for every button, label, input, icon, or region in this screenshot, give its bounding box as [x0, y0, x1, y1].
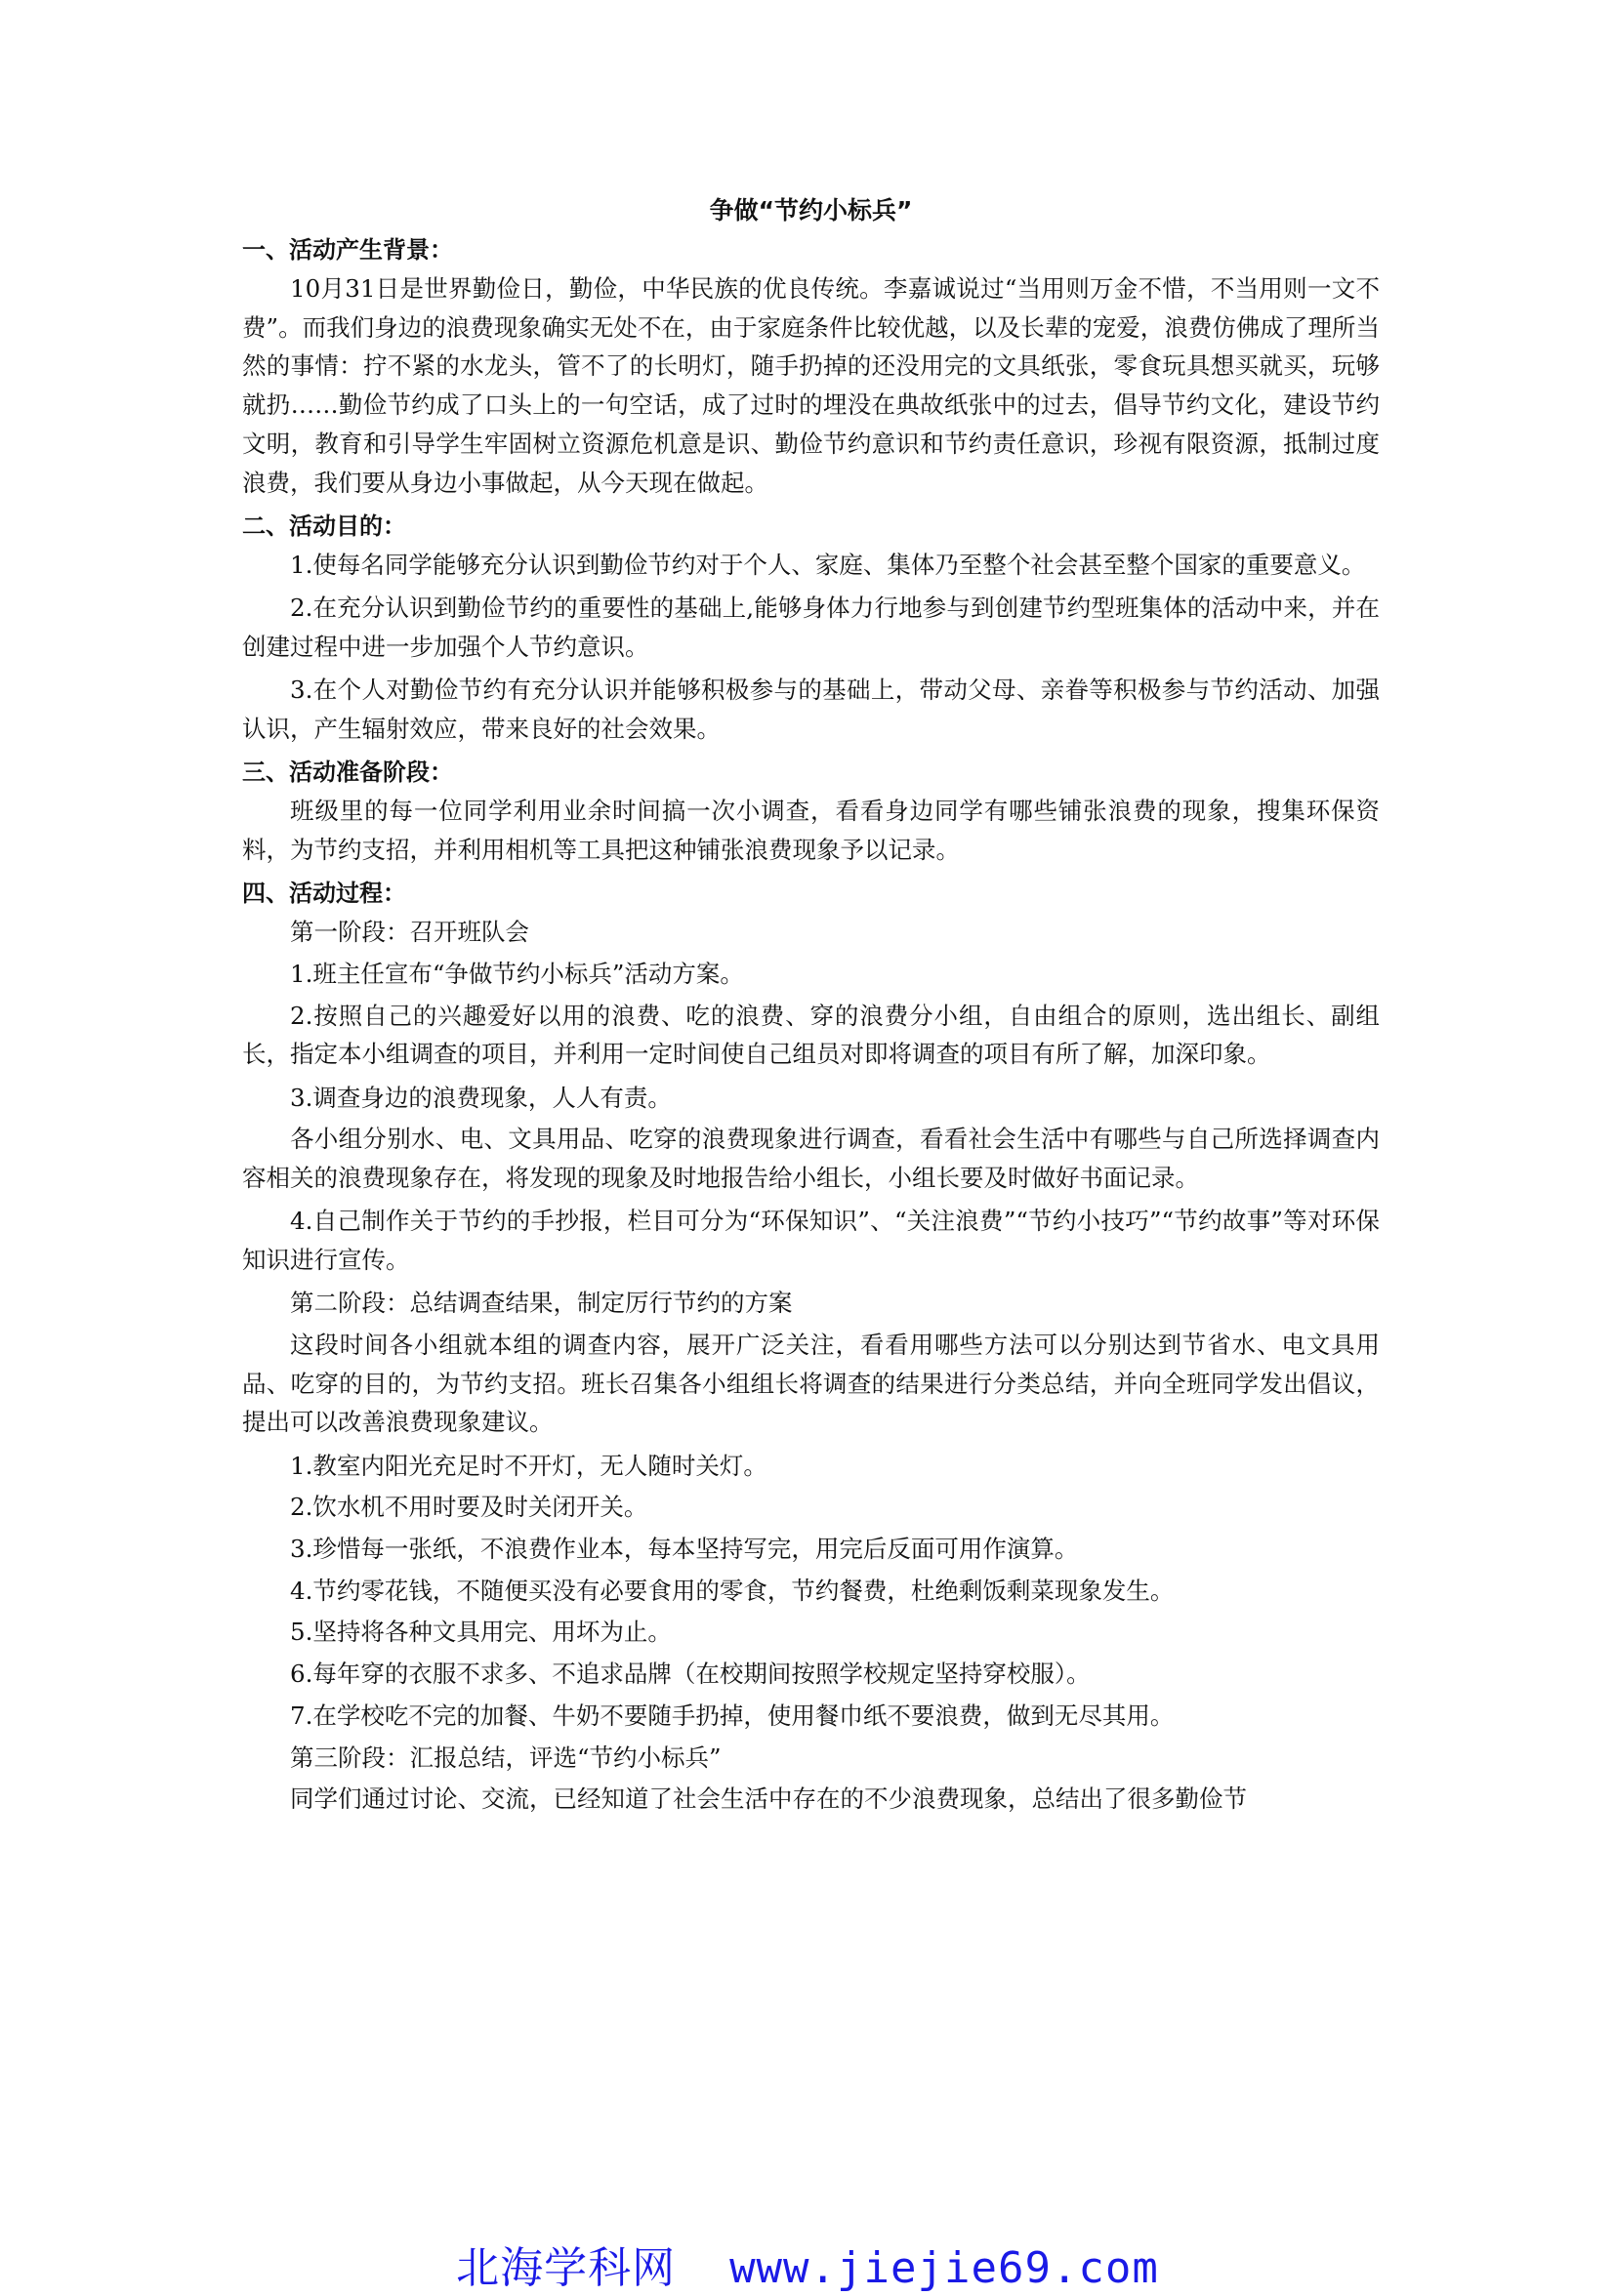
- footer-site-name: 北海学科网: [456, 2243, 677, 2293]
- list-item: 7.在学校吃不完的加餐、牛奶不要随手扔掉，使用餐巾纸不要浪费，做到无尽其用。: [290, 1701, 1175, 1730]
- paragraph: 班级里的每一位同学利用业余时间搞一次小调查，看看身边同学有哪些铺张浪费的现象，搜集环保资料，为节约支招，并利用相机等工具把这种铺张浪费现象予以记录。: [242, 797, 1380, 864]
- stage-heading: 第三阶段：汇报总结，评选“节约小标兵”: [290, 1742, 722, 1772]
- footer-url[interactable]: www.jiejie69.com: [729, 2243, 1159, 2293]
- section-process: [242, 874, 1380, 1819]
- list-item: 4.节约零花钱，不随便买没有必要食用的零食，节约餐费，杜绝剩饭剩菜现象发生。: [290, 1576, 1175, 1605]
- document-page: [242, 191, 1380, 1824]
- list-item: 2.按照自己的兴趣爱好以用的浪费、吃的浪费、穿的浪费分小组，自由组合的原则，选出组长、副组长，指定本小组调查的项目，并利用一定时间使自己组员对即将调查的项目有所了解，加深印象。: [242, 1001, 1380, 1069]
- section-heading: 四、活动过程：: [242, 880, 406, 908]
- paragraph: 同学们通过讨论、交流，已经知道了社会生活中存在的不少浪费现象，总结出了很多勤俭节: [290, 1784, 1247, 1814]
- paragraph: 1.使每名同学能够充分认识到勤俭节约对于个人、家庭、集体乃至整个社会甚至整个国家的重要意义。: [290, 550, 1366, 579]
- stage-heading: 第二阶段：总结调查结果，制定厉行节约的方案: [290, 1289, 793, 1318]
- list-item: 4.自己制作关于节约的手抄报，栏目可分为“环保知识”、“关注浪费”“节约小技巧”“节约故事”等对环保知识进行宣传。: [242, 1207, 1380, 1274]
- section-heading: 三、活动准备阶段：: [242, 758, 453, 787]
- section-preparation: [242, 753, 1380, 869]
- paragraph: 这段时间各小组就本组的调查内容，展开广泛关注，看看用哪些方法可以分别达到节省水、电文具用品、吃穿的目的，为节约支招。班长召集各小组组长将调查的结果进行分类总结，并向全班同学发出倡议，提出可以改善浪费现象建议。: [242, 1330, 1380, 1437]
- list-item: 3.调查身边的浪费现象，人人有责。: [290, 1083, 672, 1112]
- list-item: 6.每年穿的衣服不求多、不追求品牌（在校期间按照学校规定坚持穿校服）。: [290, 1660, 1091, 1689]
- section-heading: 二、活动目的：: [242, 512, 406, 540]
- footer-watermark: [0, 2241, 1615, 2296]
- section-background: [242, 230, 1380, 502]
- paragraph: 2.在充分认识到勤俭节约的重要性的基础上,能够身体力行地参与到创建节约型班集体的活动中来，并在创建过程中进一步加强个人节约意识。: [242, 594, 1380, 661]
- stage-heading: 第一阶段：召开班队会: [290, 918, 529, 947]
- list-item: 3.珍惜每一张纸，不浪费作业本，每本坚持写完，用完后反面可用作演算。: [290, 1535, 1079, 1564]
- section-goals: [242, 507, 1380, 749]
- list-item: 1.班主任宣布“争做节约小标兵”活动方案。: [290, 959, 744, 988]
- section-heading: 一、活动产生背景：: [242, 236, 453, 264]
- list-item: 5.坚持将各种文具用完、用坏为止。: [290, 1618, 672, 1647]
- page-title: 争做“节约小标兵”: [709, 196, 913, 225]
- paragraph: 10月31日是世界勤俭日，勤俭，中华民族的优良传统。李嘉诚说过“当用则万金不惜，不当用则一文不费”。而我们身边的浪费现象确实无处不在，由于家庭条件比较优越，以及长辈的宠爱，浪费仿佛成了理所当然的事情：拧不紧的水龙头，管不了的长明灯，随手扔掉的还没用完的文具纸张，零食玩具想买就买，玩够就扔……勤俭节约成了口头上的一句空话，成了过时的埋没在典故纸张中的过去，倡导节约文化，建设节约文明，教育和引导学生牢固树立资源危机意是识、勤俭节约意识和节约责任意识，珍视有限资源，抵制过度浪费，我们要从身边小事做起，从今天现在做起。: [242, 274, 1380, 497]
- list-item: 1.教室内阳光充足时不开灯，无人随时关灯。: [290, 1451, 767, 1480]
- paragraph: 各小组分别水、电、文具用品、吃穿的浪费现象进行调查，看看社会生活中有哪些与自己所选择调查内容相关的浪费现象存在，将发现的现象及时地报告给小组长，小组长要及时做好书面记录。: [242, 1125, 1380, 1192]
- list-item: 2.饮水机不用时要及时关闭开关。: [290, 1493, 648, 1522]
- paragraph: 3.在个人对勤俭节约有充分认识并能够积极参与的基础上，带动父母、亲眷等积极参与节约活动、加强认识，产生辐射效应，带来良好的社会效果。: [242, 676, 1380, 743]
